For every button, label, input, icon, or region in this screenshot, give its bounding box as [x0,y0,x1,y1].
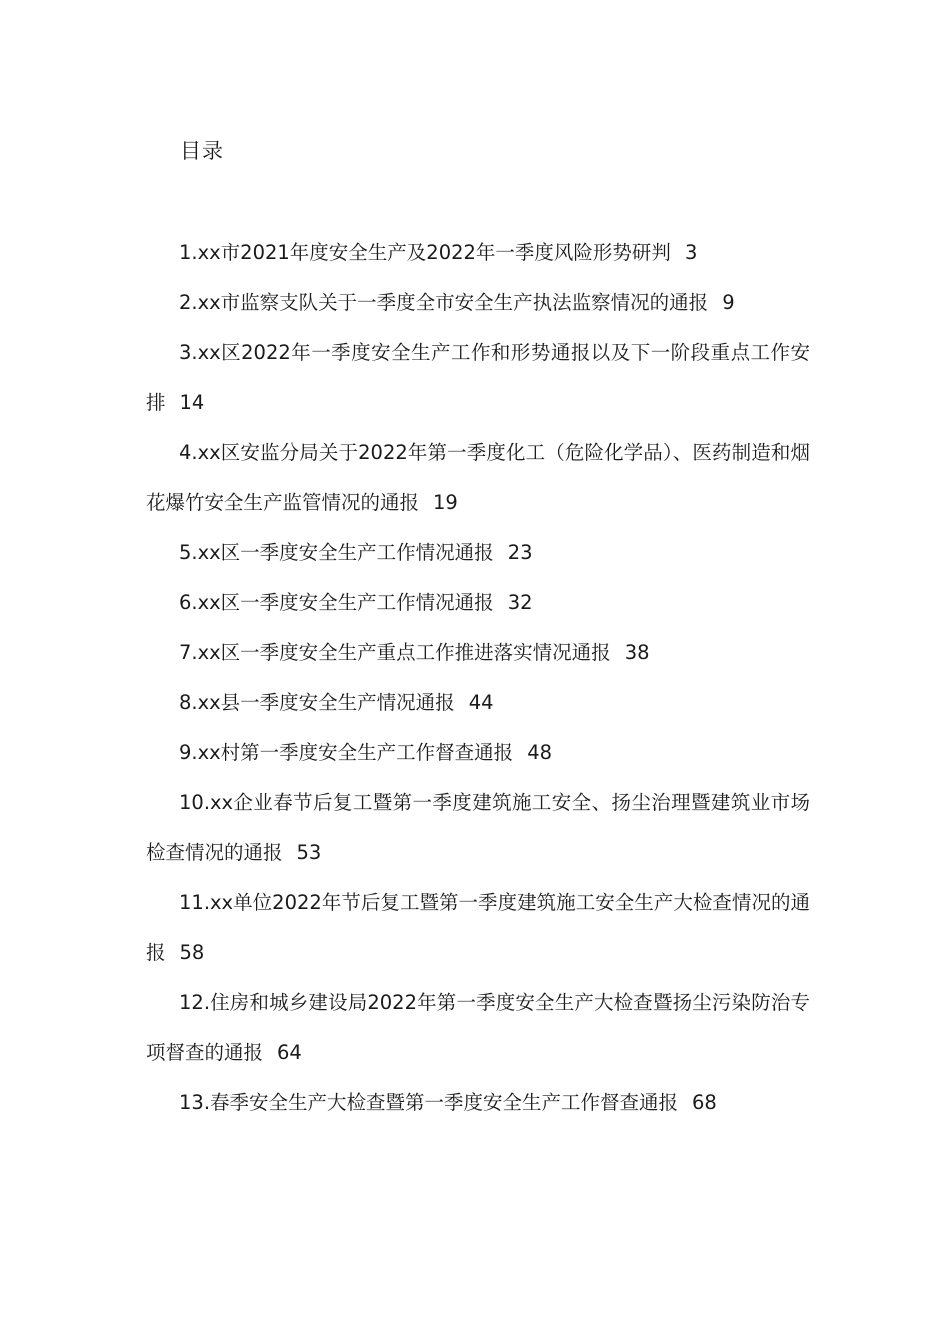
toc-entry-page: 23 [507,541,533,564]
toc-entry-page: 38 [624,641,650,664]
toc-entry [146,428,810,528]
toc-entry [146,878,810,978]
toc-entry [146,978,810,1078]
toc-entry-page: 44 [468,691,494,714]
toc-entry-page: 14 [179,391,205,414]
toc-entry [146,728,810,778]
toc-entry-page: 32 [507,591,533,614]
toc-entry-text: 6.xx区一季度安全生产工作情况通报 [179,591,494,614]
toc-entry [146,328,810,428]
toc-title: 目录 [180,139,224,163]
toc-entry [146,578,810,628]
toc-entry-page: 9 [722,291,735,314]
toc-entry-page: 58 [179,941,205,964]
toc-entry [146,528,810,578]
toc-entry-page: 68 [692,1091,717,1114]
toc-entry-page: 53 [296,841,322,864]
toc-entry [146,228,810,278]
toc-entry-page: 64 [277,1041,302,1064]
toc-entry-page: 19 [433,491,458,514]
toc-entry-text: 1.xx市2021年度安全生产及2022年一季度风险形势研判 [179,241,671,264]
toc-entry-text: 12.住房和城乡建设局2022年第一季度安全生产大检查暨扬尘污染防治专项督查的通报 [146,991,810,1064]
toc-entry [146,778,810,878]
toc-entry-text: 9.xx村第一季度安全生产工作督查通报 [179,741,514,764]
toc-entry-text: 5.xx区一季度安全生产工作情况通报 [179,541,494,564]
toc-entry-page: 48 [527,741,553,764]
toc-entry [146,278,810,328]
toc-entry-text: 8.xx县一季度安全生产情况通报 [179,691,455,714]
toc-entry [146,628,810,678]
toc-entry-text: 3.xx区2022年一季度安全生产工作和形势通报以及下一阶段重点工作安排 [146,341,810,414]
toc-list [146,228,810,1128]
toc-entry [146,1078,810,1128]
toc-entry-text: 2.xx市监察支队关于一季度全市安全生产执法监察情况的通报 [179,291,709,314]
toc-entry-text: 13.春季安全生产大检查暨第一季度安全生产工作督查通报 [179,1091,679,1114]
toc-entry-text: 7.xx区一季度安全生产重点工作推进落实情况通报 [179,641,611,664]
toc-entry-text: 11.xx单位2022年节后复工暨第一季度建筑施工安全生产大检查情况的通报 [146,891,810,964]
toc-entry-text: 4.xx区安监分局关于2022年第一季度化工（危险化学品）、医药制造和烟花爆竹安全生产监管情况的通报 [146,441,810,514]
toc-entry [146,678,810,728]
toc-entry-page: 3 [684,241,698,264]
toc-entry-text: 10.xx企业春节后复工暨第一季度建筑施工安全、扬尘治理暨建筑业市场检查情况的通报 [146,791,810,864]
